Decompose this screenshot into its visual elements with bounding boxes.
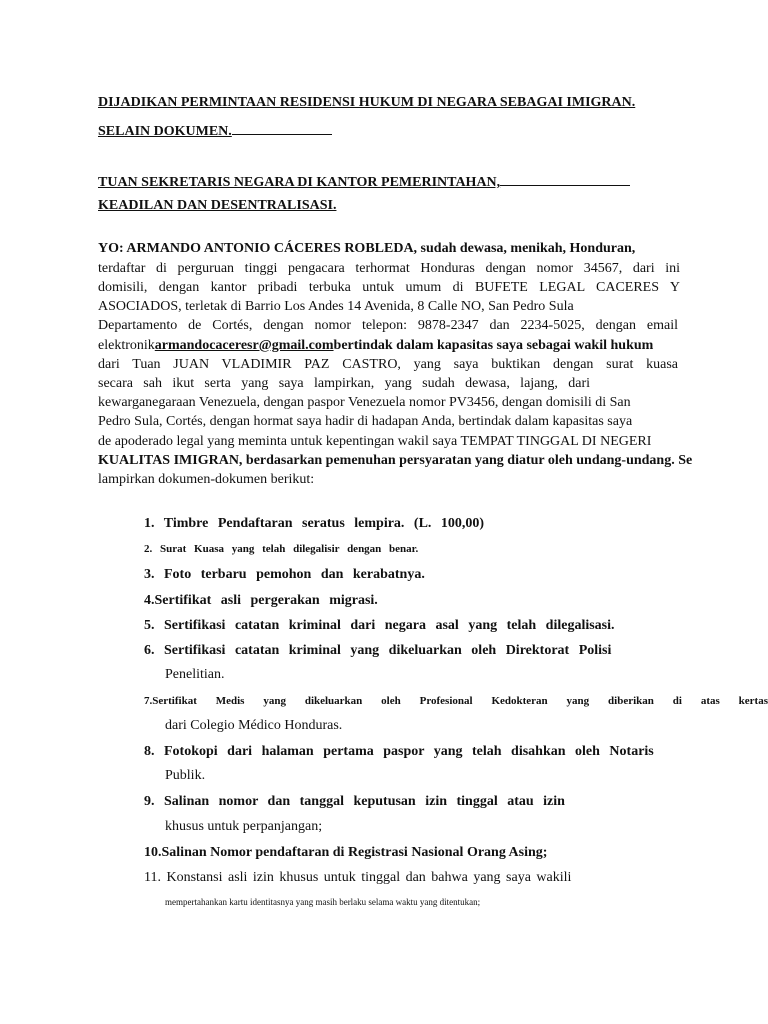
body-line-2: terdaftar di perguruan tinggi pengacara terhormat Honduras dengan nomor 34567, dari ini [98, 261, 680, 276]
body-line-12: KUALITAS IMIGRAN, berdasarkan pemenuhan persyaratan yang diatur oleh undang-undang. Se [98, 453, 693, 468]
list-item-7-line-2: dari Colegio Médico Honduras. [165, 718, 343, 733]
body-line-6-rest: bertindak dalam kapasitas saya sebagai wakil hukum [333, 338, 654, 353]
body-line-6-prefix: elektronik [98, 338, 155, 353]
list-item-8-line-2: Publik. [165, 768, 206, 783]
body-line-13: lampirkan dokumen-dokumen berikut: [98, 472, 315, 487]
body-line-6 [98, 338, 653, 354]
list-item-3: 3. Foto terbaru pemohon dan kerabatnya. [144, 567, 425, 582]
body-line-4: ASOCIADOS, terletak di Barrio Los Andes 14 Avenida, 8 Calle NO, San Pedro Sula [98, 299, 574, 314]
list-item-8-line-1: 8. Fotokopi dari halaman pertama paspor yang telah disahkan oleh Notaris [144, 744, 654, 759]
heading-line-2-text: SELAIN DOKUMEN. [98, 124, 232, 139]
list-item-9-line-2: khusus untuk perpanjangan; [165, 819, 323, 834]
list-item-6-line-2: Penelitian. [165, 667, 225, 682]
body-line-9: kewarganegaraan Venezuela, dengan paspor Venezuela nomor PV3456, dengan domisili di San [98, 395, 631, 410]
heading-blank-1 [232, 122, 332, 135]
list-item-6-line-1: 6. Sertifikasi catatan kriminal yang dikeluarkan oleh Direktorat Polisi [144, 643, 612, 658]
heading-line-2 [98, 122, 332, 140]
heading-line-1: DIJADIKAN PERMINTAAN RESIDENSI HUKUM DI NEGARA SEBAGAI IMIGRAN. [98, 95, 636, 110]
list-item-7-line-1: 7.Sertifikat Medis yang dikeluarkan oleh Profesional Kedokteran yang diberikan di atas kertas [144, 695, 768, 707]
list-item-5: 5. Sertifikasi catatan kriminal dari negara asal yang telah dilegalisasi. [144, 618, 615, 633]
heading-line-3-text: TUAN SEKRETARIS NEGARA DI KANTOR PEMERINTAHAN, [98, 175, 501, 190]
email-link[interactable]: armandocaceresr@gmail.com [154, 338, 334, 353]
body-line-8: secara sah ikut serta yang saya lampirkan, yang sudah dewasa, lajang, dari [98, 376, 590, 391]
list-item-11-line-2: mempertahankan kartu identitasnya yang masih berlaku selama waktu yang ditentukan; [165, 897, 481, 907]
list-item-4: 4.Sertifikat asli pergerakan migrasi. [144, 593, 378, 608]
list-item-11-line-1: 11. Konstansi asli izin khusus untuk tinggal dan bahwa yang saya wakili [144, 870, 572, 885]
heading-blank-2 [500, 173, 630, 186]
heading-line-4: KEADILAN DAN DESENTRALISASI. [98, 198, 337, 213]
list-item-2: 2. Surat Kuasa yang telah dilegalisir dengan benar. [144, 543, 419, 555]
body-line-7: dari Tuan JUAN VLADIMIR PAZ CASTRO, yang saya buktikan dengan surat kuasa [98, 357, 678, 372]
list-item-1: 1. Timbre Pendaftaran seratus lempira. (L. 100,00) [144, 516, 485, 531]
body-line-10: Pedro Sula, Cortés, dengan hormat saya hadir di hadapan Anda, bertindak dalam kapasitas saya [98, 414, 633, 429]
list-item-10: 10.Salinan Nomor pendaftaran di Registrasi Nasional Orang Asing; [144, 845, 548, 860]
body-line-5: Departamento de Cortés, dengan nomor telepon: 9878-2347 dan 2234-5025, dengan email [98, 318, 678, 333]
body-line-1: YO: ARMANDO ANTONIO CÁCERES ROBLEDA, sudah dewasa, menikah, Honduran, [98, 241, 636, 256]
body-line-11: de apoderado legal yang meminta untuk kepentingan wakil saya TEMPAT TINGGAL DI NEGERI [98, 434, 652, 449]
heading-line-3 [98, 173, 660, 191]
body-line-3: domisili, dengan kantor pribadi terbuka untuk umum di BUFETE LEGAL CACERES Y [98, 280, 680, 295]
list-item-9-line-1: 9. Salinan nomor dan tanggal keputusan izin tinggal atau izin [144, 794, 565, 809]
